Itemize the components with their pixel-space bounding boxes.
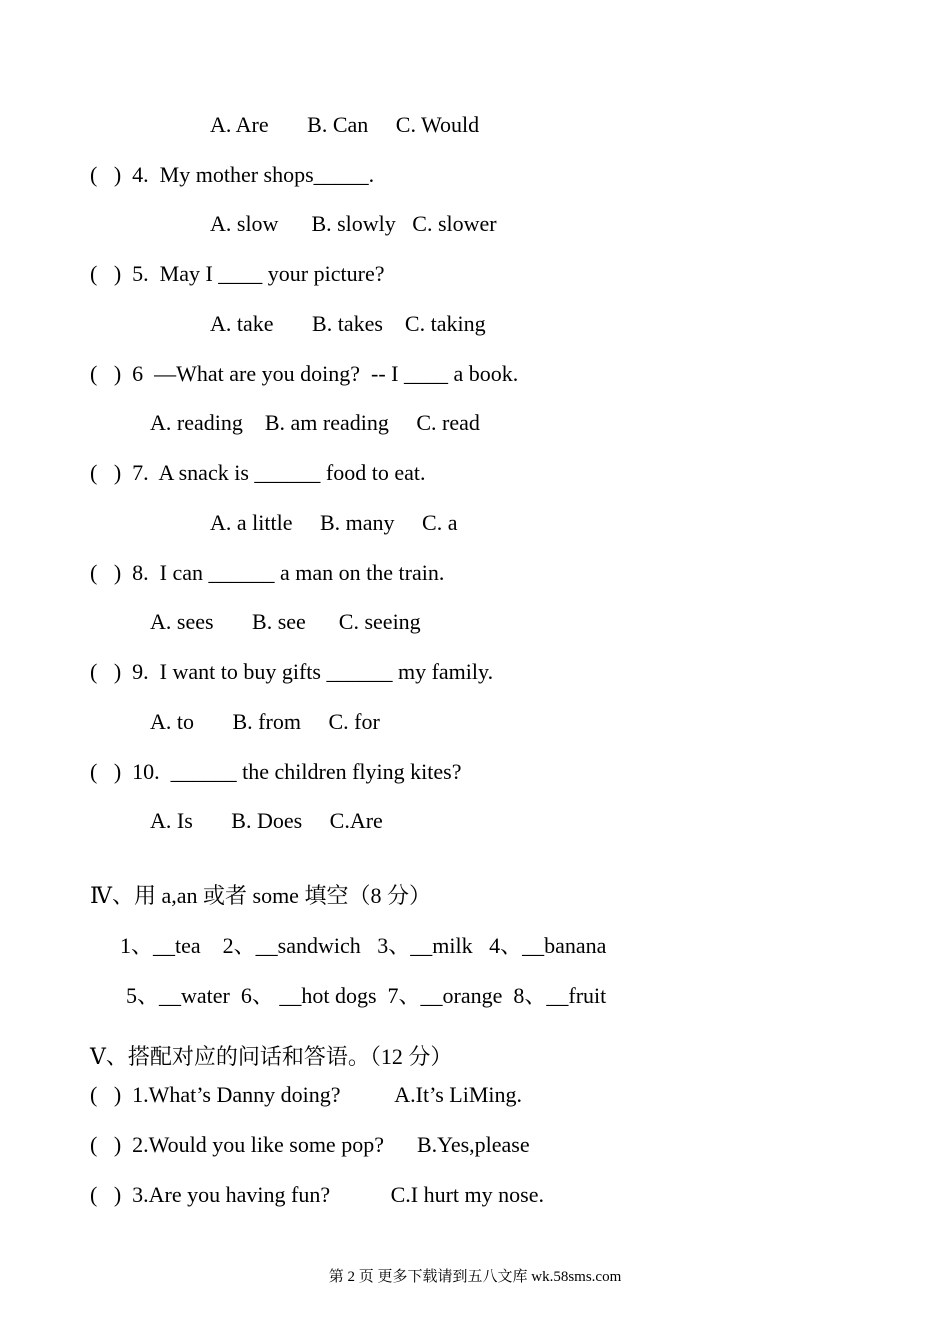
- question-9-options: A. to B. from C. for: [150, 709, 380, 734]
- section-4-heading: Ⅳ、用 a,an 或者 some 填空（8 分）: [90, 883, 431, 908]
- page-footer: 第 2 页 更多下载请到五八文库 wk.58sms.com: [328, 1269, 622, 1285]
- question-8-options: A. sees B. see C. seeing: [150, 609, 421, 634]
- question-5: ( ) 5. May I ____ your picture?: [90, 261, 385, 286]
- section-4-row-2: 5、__water 6、 __hot dogs 7、__orange 8、__fruit: [126, 983, 607, 1008]
- question-6-options: A. reading B. am reading C. read: [150, 410, 480, 435]
- question-7: ( ) 7. A snack is ______ food to eat.: [90, 460, 426, 485]
- section-5-item-2: ( ) 2.Would you like some pop? B.Yes,please: [90, 1132, 530, 1157]
- question-7-options: A. a little B. many C. a: [210, 510, 458, 535]
- question-10: ( ) 10. ______ the children flying kites?: [90, 759, 462, 784]
- question-6: ( ) 6 —What are you doing? -- I ____ a book.: [90, 361, 519, 386]
- section-4-row-1: 1、__tea 2、__sandwich 3、__milk 4、__banana: [120, 933, 607, 958]
- question-8: ( ) 8. I can ______ a man on the train.: [90, 560, 445, 585]
- question-5-options: A. take B. takes C. taking: [210, 311, 486, 336]
- question-4-options: A. slow B. slowly C. slower: [210, 211, 497, 236]
- question-10-options: A. Is B. Does C.Are: [150, 808, 383, 833]
- section-5-item-3: ( ) 3.Are you having fun? C.I hurt my nose.: [90, 1182, 544, 1207]
- q3-options: A. Are B. Can C. Would: [210, 112, 480, 137]
- section-5-heading: Ⅴ、搭配对应的问话和答语。（12 分）: [90, 1044, 453, 1069]
- question-4: ( ) 4. My mother shops_____.: [90, 162, 375, 187]
- section-5-item-1: ( ) 1.What’s Danny doing? A.It’s LiMing.: [90, 1082, 523, 1107]
- question-9: ( ) 9. I want to buy gifts ______ my family.: [90, 659, 494, 684]
